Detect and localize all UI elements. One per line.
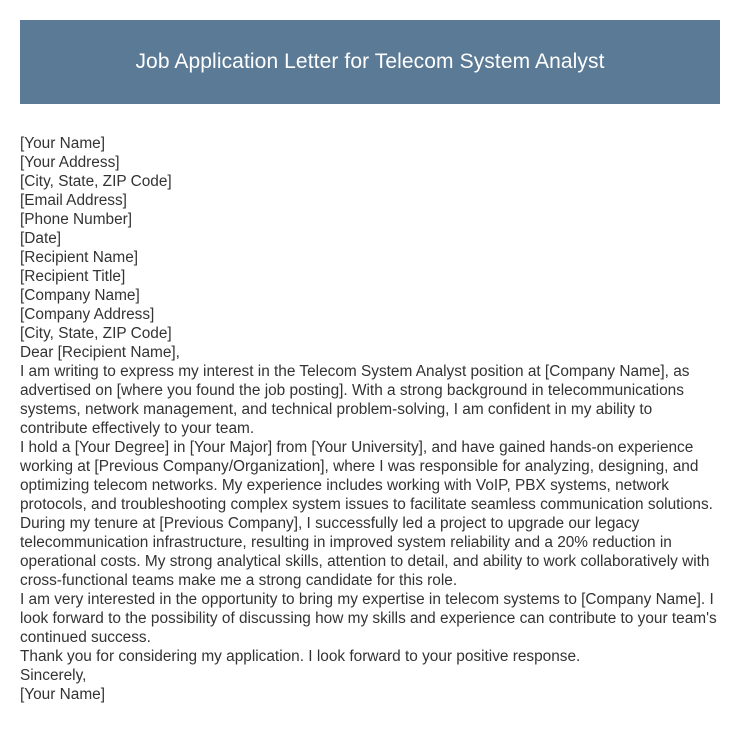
paragraph-experience: I hold a [Your Degree] in [Your Major] from [Your University], and have gained hands-on experience working at [Previous Company/Organization], where I was responsible for analyzing, designing, and optimizing telecom networks. My experience includes working with VoIP, PBX systems, network protocols, and troubleshooting complex system issues to facilitate seamless communication solutions.	[20, 439, 713, 513]
sender-phone: [Phone Number]	[20, 211, 133, 228]
sender-city-state-zip: [City, State, ZIP Code]	[20, 173, 172, 190]
salutation: Dear [Recipient Name],	[20, 344, 180, 361]
paragraph-achievements: During my tenure at [Previous Company], I successfully led a project to upgrade our legacy telecommunication infrastructure, resulting in improved system reliability and a 20% reduction in operational costs. My strong analytical skills, attention to detail, and ability to work collaboratively with cross-functional teams make me a strong candidate for this role.	[20, 515, 710, 589]
sender-email: [Email Address]	[20, 192, 127, 209]
page-title: Job Application Letter for Telecom System Analyst	[135, 50, 605, 73]
paragraph-thanks: Thank you for considering my application. I look forward to your positive response.	[20, 648, 581, 665]
paragraph-intro: I am writing to express my interest in the Telecom System Analyst position at [Company Name], as advertised on [where you found the job posting]. With a strong background in telecommunications systems, network management, and technical problem-solving, I am confident in my ability to contribute effectively to your team.	[20, 363, 690, 437]
sender-address: [Your Address]	[20, 154, 120, 171]
recipient-city-state-zip: [City, State, ZIP Code]	[20, 325, 172, 342]
paragraph-interest: I am very interested in the opportunity to bring my expertise in telecom systems to [Company Name]. I look forward to the possibility of discussing how my skills and experience can contribute to your team's continued success.	[20, 591, 717, 646]
letter-body	[20, 134, 722, 704]
signature: [Your Name]	[20, 686, 105, 703]
sender-name: [Your Name]	[20, 135, 105, 152]
recipient-company-address: [Company Address]	[20, 306, 155, 323]
recipient-company: [Company Name]	[20, 287, 140, 304]
letter-header	[20, 20, 720, 104]
closing: Sincerely,	[20, 667, 87, 684]
recipient-name: [Recipient Name]	[20, 249, 139, 266]
letter-date: [Date]	[20, 230, 62, 247]
recipient-title: [Recipient Title]	[20, 268, 126, 285]
